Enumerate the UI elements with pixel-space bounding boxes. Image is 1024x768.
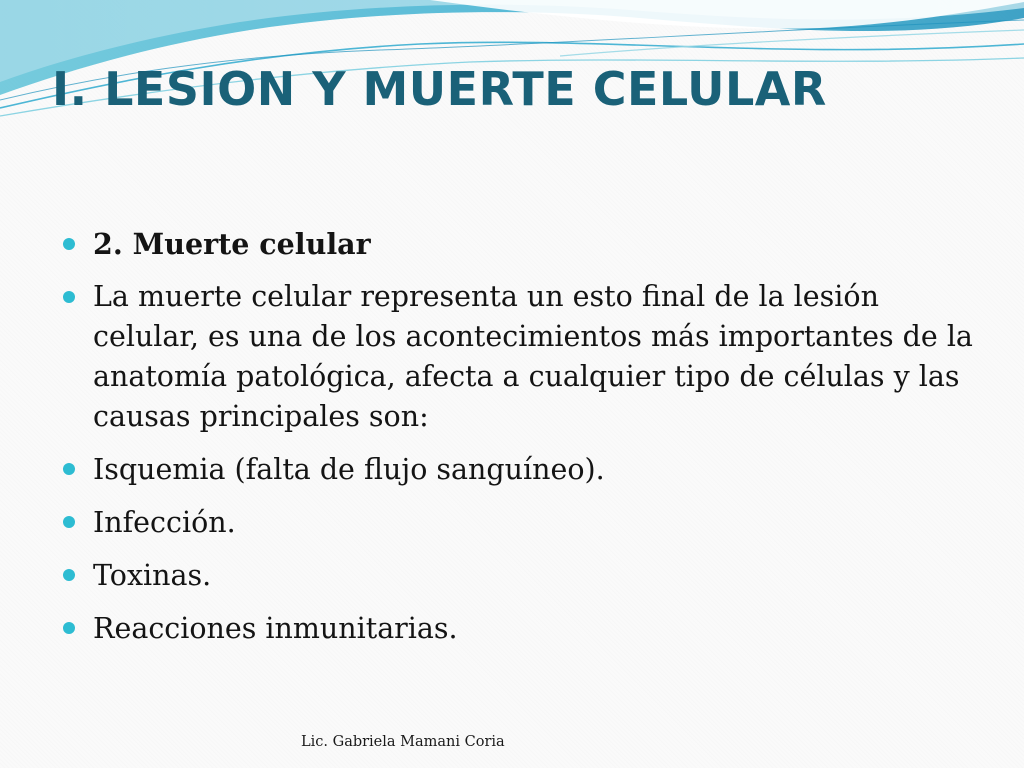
bullet-text: Toxinas. <box>93 559 212 592</box>
bullet-text: Infección. <box>93 506 236 539</box>
bullet-item <box>60 502 980 543</box>
bullet-dot-icon <box>63 463 75 475</box>
bullet-text: La muerte celular representa un esto final de la lesión celular, es una de los acontecimientos más importantes de la anatomía patológica, afecta a cualquier tipo de células y las causas principales son: <box>93 280 973 433</box>
bullet-item <box>60 224 980 265</box>
bullet-list <box>60 224 980 661</box>
bullet-dot-icon <box>63 622 75 634</box>
bullet-dot-icon <box>63 238 75 250</box>
bullet-dot-icon <box>63 569 75 581</box>
slide-title: I. LESION Y MUERTE CELULAR <box>52 62 827 116</box>
bullet-item <box>60 555 980 596</box>
bullet-item <box>60 449 980 490</box>
bullet-text: Isquemia (falta de flujo sanguíneo). <box>93 453 605 486</box>
bullet-text: Reacciones inmunitarias. <box>93 612 458 645</box>
bullet-item <box>60 608 980 649</box>
footer-author: Lic. Gabriela Mamani Coria <box>301 734 505 750</box>
bullet-item <box>60 277 980 437</box>
bullet-dot-icon <box>63 291 75 303</box>
bullet-text: 2. Muerte celular <box>93 227 371 261</box>
bullet-dot-icon <box>63 516 75 528</box>
